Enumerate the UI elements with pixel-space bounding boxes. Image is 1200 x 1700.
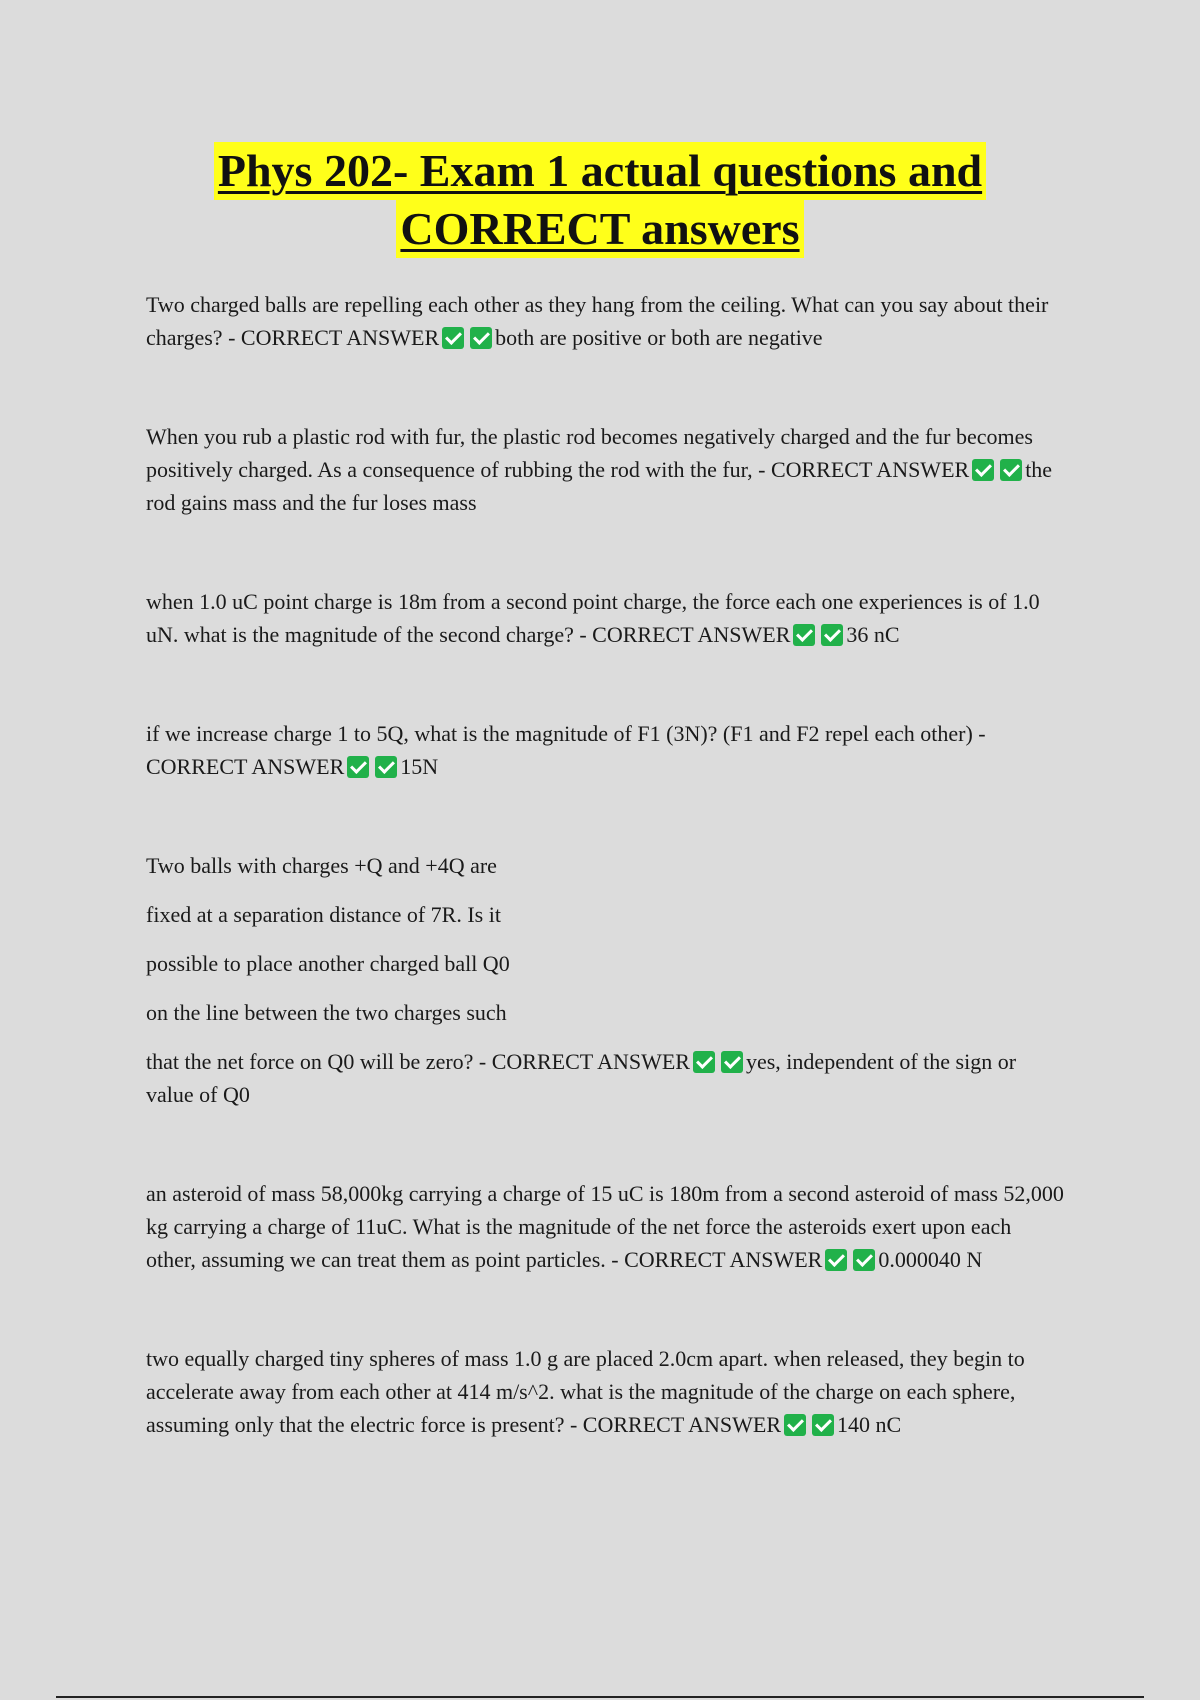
checkmark-icon xyxy=(693,1051,715,1073)
answer-marker: - CORRECT ANSWER xyxy=(579,622,791,647)
answer-text: 140 nC xyxy=(837,1412,902,1437)
checkmark-icon xyxy=(442,327,464,349)
answer-text: 15N xyxy=(400,754,439,779)
answer-text: both are positive or both are negative xyxy=(495,325,823,350)
question-line: fixed at a separation distance of 7R. Is it xyxy=(146,902,501,927)
checkmark-icon xyxy=(470,327,492,349)
question-text: if we increase charge 1 to 5Q, what is the magnitude of F1 (3N)? (F1 and F2 repel each other) xyxy=(146,721,973,746)
checkmark-icon xyxy=(812,1414,834,1436)
qa-list xyxy=(146,288,1066,1507)
checkmark-icon xyxy=(793,624,815,646)
qa-item-4 xyxy=(146,717,1066,783)
checkmark-icon xyxy=(825,1249,847,1271)
checkmark-icon xyxy=(853,1249,875,1271)
checkmark-icon xyxy=(821,624,843,646)
title-line-2: CORRECT answers xyxy=(396,200,803,258)
checkmark-icon xyxy=(972,459,994,481)
answer-text: the rod gains mass and the fur loses mass xyxy=(146,457,1053,515)
qa-item-5 xyxy=(146,849,1066,1111)
checkmark-icon xyxy=(1000,459,1022,481)
checkmark-icon xyxy=(721,1051,743,1073)
question-line: on the line between the two charges such xyxy=(146,1000,507,1025)
checkmark-icon xyxy=(375,756,397,778)
footer-divider xyxy=(56,1696,1144,1698)
answer-marker: - CORRECT ANSWER xyxy=(611,1247,823,1272)
qa-item-6 xyxy=(146,1177,1066,1276)
answer-text: yes, independent of the sign or value of Q0 xyxy=(146,1049,1017,1107)
question-text: that the net force on Q0 will be zero? xyxy=(146,1049,474,1074)
qa-item-2 xyxy=(146,420,1066,519)
question-text: When you rub a plastic rod with fur, the plastic rod becomes negatively charged and the fur becomes positively charged. As a consequence of rubbing the rod with the fur, xyxy=(146,424,1033,482)
qa-item-3 xyxy=(146,585,1066,651)
question-text: an asteroid of mass 58,000kg carrying a charge of 15 uC is 180m from a second asteroid of mass 52,000 kg carrying a charge of 11uC. What is the magnitude of the net force the asteroids exert upon each other, assuming we can treat them as point particles. xyxy=(146,1181,1064,1272)
question-text: Two charged balls are repelling each other as they hang from the ceiling. What can you say about their charges? xyxy=(146,292,1049,350)
checkmark-icon xyxy=(347,756,369,778)
answer-marker: - CORRECT ANSWER xyxy=(569,1412,782,1437)
qa-item-7 xyxy=(146,1342,1066,1441)
answer-text: 0.000040 N xyxy=(878,1247,983,1272)
checkmark-icon xyxy=(784,1414,806,1436)
question-text: when 1.0 uC point charge is 18m from a second point charge, the force each one experiences is of 1.0 uN. what is the magnitude of the second charge? xyxy=(146,589,1040,647)
answer-marker: - CORRECT ANSWER xyxy=(228,325,440,350)
question-line: possible to place another charged ball Q0 xyxy=(146,951,510,976)
qa-item-1 xyxy=(146,288,1066,354)
question-line: Two balls with charges +Q and +4Q are xyxy=(146,853,497,878)
answer-marker: - CORRECT ANSWER xyxy=(758,457,970,482)
answer-text: 36 nC xyxy=(846,622,900,647)
question-text: two equally charged tiny spheres of mass 1.0 g are placed 2.0cm apart. when released, they begin to accelerate away from each other at 414 m/s^2. what is the magnitude of the charge on each sphere, assuming only that the electric force is present? xyxy=(146,1346,1025,1437)
document-title xyxy=(0,142,1200,258)
answer-marker: - CORRECT ANSWER xyxy=(146,721,986,779)
answer-marker: - CORRECT ANSWER xyxy=(478,1049,690,1074)
title-line-1: Phys 202- Exam 1 actual questions and xyxy=(214,142,986,200)
